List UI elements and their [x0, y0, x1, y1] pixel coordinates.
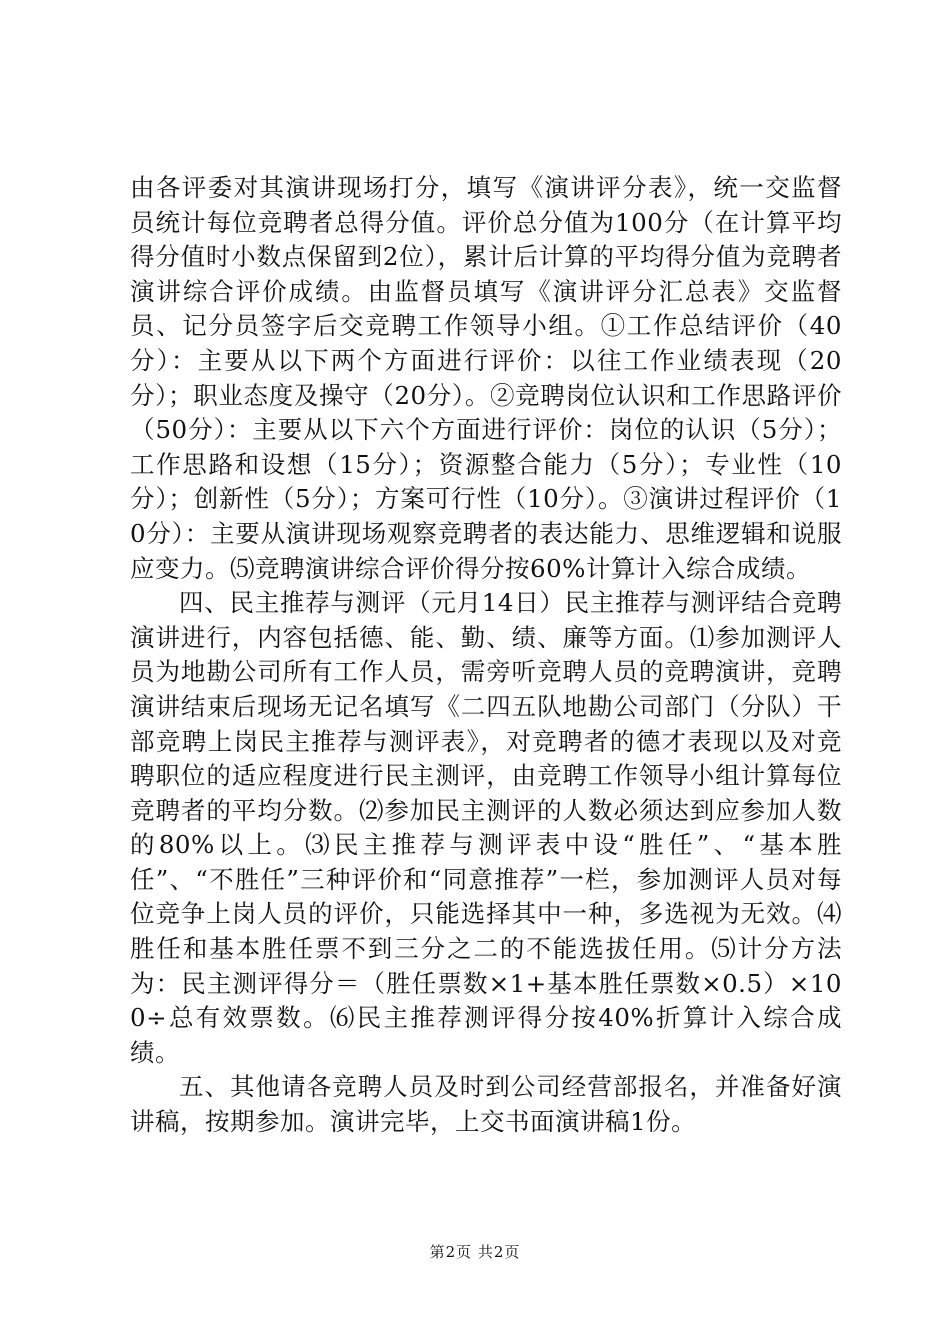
page-footer: 第2页 共2页	[429, 1243, 521, 1261]
paragraph-other-notes: 五、其他请各竞聘人员及时到公司经营部报名，并准备好演讲稿，按期参加。演讲完毕，上交书面演讲稿1份。	[130, 1072, 842, 1137]
paragraph-speech-scoring: 由各评委对其演讲现场打分，填写《演讲评分表》，统一交监督员统计每位竞聘者总得分值。评价总分值为100分（在计算平均得分值时小数点保留到2位），累计后计算的平均得分值为竞聘者演讲综合评价成绩。由监督员填写《演讲评分汇总表》交监督员、记分员签字后交竞聘工作领导小组。①工作总结评价（40分）：主要从以下两个方面进行评价：以往工作业绩表现（20分）；职业态度及操守（20分）。②竞聘岗位认识和工作思路评价（50分）：主要从以下六个方面进行评价：岗位的认识（5分）；工作思路和设想（15分）；资源整合能力（5分）；专业性（10分）；创新性（5分）；方案可行性（10分）。③演讲过程评价（10分）：主要从演讲现场观察竞聘者的表达能力、思维逻辑和说服应变力。⑸竞聘演讲综合评价得分按60%计算计入综合成绩。	[130, 173, 842, 583]
paragraph-democratic-evaluation: 四、民主推荐与测评（元月14日）民主推荐与测评结合竞聘演讲进行，内容包括德、能、勤、绩、廉等方面。⑴参加测评人员为地勘公司所有工作人员，需旁听竞聘人员的竞聘演讲，竞聘演讲结束后现场无记名填写《二四五队地勘公司部门（分队）干部竞聘上岗民主推荐与测评表》，对竞聘者的德才表现以及对竞聘职位的适应程度进行民主测评，由竞聘工作领导小组计算每位竞聘者的平均分数。⑵参加民主测评的人数必须达到应参加人数的80%以上。⑶民主推荐与测评表中设“胜任”、“基本胜任”、“不胜任”三种评价和“同意推荐”一栏，参加测评人员对每位竞争上岗人员的评价，只能选择其中一种，多选视为无效。⑷胜任和基本胜任票不到三分之二的不能选拔任用。⑸计分方法为：民主测评得分＝（胜任票数×1+基本胜任票数×0.5）×100÷总有效票数。⑹民主推荐测评得分按40%折算计入综合成绩。	[130, 588, 842, 1067]
document-body	[130, 171, 842, 1140]
